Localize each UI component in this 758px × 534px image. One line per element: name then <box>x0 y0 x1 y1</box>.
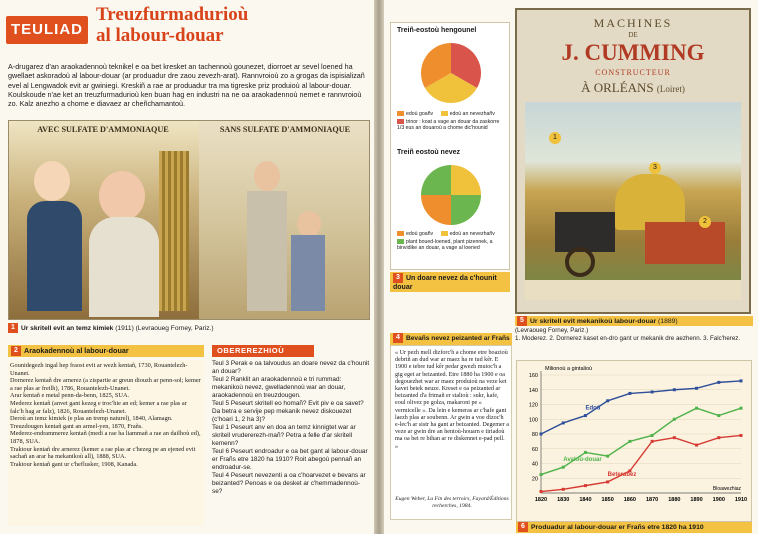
exercises-list <box>212 360 370 496</box>
y-tick-label: 140 <box>528 387 538 394</box>
y-tick-label: 20 <box>531 476 538 483</box>
doc2-header: 2 Araokadennoù al labour-douar <box>8 345 204 357</box>
legend-swatch <box>441 111 448 116</box>
y-tick-label: 160 <box>528 373 538 379</box>
pie2-slice-winter <box>421 195 451 225</box>
x-tick-label: 1890 <box>690 497 703 503</box>
list-item: Arar kentañ e metal penn-da-benn, 1825, SUA. <box>10 392 130 400</box>
poster-right-panel <box>199 121 370 320</box>
series-label: Beterabez <box>607 471 637 478</box>
list-item: Deroù an temz kimiek (e plas an tremp naturel), 1840, Alamagn. <box>10 415 173 423</box>
data-point <box>562 466 565 469</box>
poster-left-caption: AVEC SULFATE D'AMMONIAQUE <box>37 125 169 134</box>
poster-city: À ORLÉANS (Loiret) <box>581 80 685 95</box>
farmer-woman-body <box>89 217 159 317</box>
doc3-caption: 3 Un doare nevez da c'hounit douar <box>390 272 510 292</box>
section-tag: TEULIAD <box>6 16 88 44</box>
x-tick-label: 1880 <box>668 497 681 503</box>
y-axis-label: Milionoù a gintalioù <box>545 366 593 372</box>
y-tick-label: 80 <box>531 432 538 438</box>
boy-body <box>291 235 325 311</box>
thin-farmer-body <box>247 191 287 311</box>
doc4-text: « Ur pezh mell dizforc'h a chome etre boazioù debriñ an dud war ar maez ha re tud kêr. E 1900 e tebre tud kêr pedar gwezh muioc'h a gig eget ar beizanted. Etre 1880 ha 1900 e oa degouezhet war ar maez produioù na veze ket kavet betek neuze. Kreset e oa peizanted ar beizanted d'a frimañ er stalioù : sukr, kafe, eoul olivez pe golza, makaroni pe « vermicelle ». Da lein e kemeras ar c'hafe gant laezh plas ar soubenn. Ar gwin a voe dizoc'h e-lec'h ar sistr ha gant ar beizanted. Degemer a veze ar gwin dre an hentoù-houarn e tiriadoù ma oa bet re bihan ar re diskennet e-pad pell. » <box>395 350 509 450</box>
data-point <box>584 414 587 417</box>
poster-de: DE <box>628 31 638 39</box>
data-point <box>717 414 720 417</box>
series-line-edo- <box>541 381 741 434</box>
pie2-chart <box>419 163 483 227</box>
pie2-slice-spring <box>451 165 481 195</box>
data-point <box>606 399 609 402</box>
wheat-stalks <box>159 151 189 311</box>
data-point <box>673 418 676 421</box>
data-point <box>740 434 743 437</box>
poster-right-caption: SANS SULFATE D'AMMONIAQUE <box>219 125 351 134</box>
series-label: Avaloù-douar <box>563 457 602 464</box>
series-line-avalo-douar <box>541 405 741 474</box>
exercise-item: Teul 6 Peseurt endroadur e oa bet gant al labour-douar er Frañs etre 1820 ha 1910? Roit abegoù pennañ an endroadur-se. <box>212 448 368 471</box>
legend-swatch <box>397 239 404 244</box>
x-tick-label: 1900 <box>712 497 725 503</box>
data-point <box>651 440 654 443</box>
x-tick-label: 1820 <box>534 497 548 503</box>
list-item: Dornerez kentañ dre arnerez (a zispartie ar greun diouzh ar penn-sol; kemer a rae plas ar freilh), 1786, Rouantelezh-Unanet. <box>10 377 201 392</box>
doc6-caption: 6 Produadur al labour-douar er Frañs etre 1820 ha 1910 <box>516 522 752 533</box>
data-point <box>628 392 631 395</box>
pie2-title: Treiñ eostoù nevez <box>397 149 461 156</box>
legend-swatch <box>397 231 404 236</box>
list-item: Gounidegezh ingal hep fraost evit ar wezh kentañ, 1730, Rouantelezh-Unanet. <box>10 362 188 377</box>
data-point <box>673 436 676 439</box>
pie1-title: Treiñ-eostoù hengounel <box>397 27 477 34</box>
data-point <box>584 484 587 487</box>
data-point <box>695 387 698 390</box>
data-point <box>651 390 654 393</box>
steam-engine <box>555 212 615 252</box>
fertilizer-poster-image <box>8 120 370 320</box>
data-point <box>628 440 631 443</box>
doc4-quote <box>390 345 512 520</box>
doc5-source: (Levraoueg Forney, Pariz.) 1. Moderez. 2. Dornerez kaset en-dro gant ur mekanik dre aezhenn. 3. Falc'herez. <box>515 327 741 342</box>
y-tick-label: 120 <box>528 402 538 409</box>
x-tick-label: 1870 <box>645 497 659 503</box>
pie1-legend: edoù goañv edoù an nevezhañv trinor : koat a vage an douar da zaskorre 1/3 eus an douaroù a chome dic'hounid <box>397 111 500 131</box>
exercise-item: Teul 1 Peseurt anv en doa an temz kinnigtet war ar skritell vrudererezh-mañ? Petra a felle d'ar skritell kemenn? <box>212 424 356 447</box>
boy-head <box>297 211 321 237</box>
marker-2: 2 <box>699 216 711 228</box>
data-point <box>562 488 565 491</box>
pie1-chart <box>419 41 483 105</box>
production-chart <box>516 360 752 522</box>
data-point <box>540 473 543 476</box>
farmer-head <box>34 161 70 201</box>
exercise-item: Teul 5 Peseurt skritell eo homañ? Evit piv e oa savet? Da betra e servije pep mekanik nevez diskouezet (c'hoari 1, 2 ha 3)? <box>212 400 364 423</box>
y-tick-label: 100 <box>528 417 538 424</box>
doc1-caption: 1 Ur skritell evit an temz kimiek (1911) (Levraoueg Forney, Pariz.) <box>8 323 214 333</box>
legend-swatch <box>441 231 448 236</box>
data-point <box>606 480 609 483</box>
list-item: Treuzdougen kentañ gant an armel-yen, 1870, Frañs. <box>10 422 143 430</box>
crop-rotation-diagram <box>390 22 510 270</box>
data-point <box>673 388 676 391</box>
y-tick-label: 40 <box>531 461 538 468</box>
doc4-header: 4 Bevañs nevez peizanted ar Frañs <box>390 333 512 345</box>
exercise-item: Teul 4 Peseurt nevezenti a oa c'hoarvezet e bevans ar beizanted? Penoas e oa desket ar c'hemmadennoù-se? <box>212 472 366 495</box>
engine-wheel <box>565 247 595 277</box>
pie2-slice-fodder <box>451 195 481 225</box>
poster-machines: MACHINES <box>593 16 673 30</box>
poster-constructeur: CONSTRUCTEUR <box>595 68 671 77</box>
threshing-machine <box>645 222 725 264</box>
marker-3: 3 <box>649 162 661 174</box>
x-tick-label: 1840 <box>579 497 592 503</box>
farmer-woman-head <box>99 171 145 221</box>
x-tick-label: 1910 <box>734 497 748 503</box>
exercise-item: Teul 3 Perak e oa talvoudus an doare nevez da c'hounit an douar? <box>212 360 370 375</box>
book-gutter <box>374 0 384 534</box>
doc5-caption: 5 Ur skritell evit mekanikoù labour-douar (1889) <box>515 316 753 326</box>
intro-paragraph: Koulskoude n'ae ket an treuzfurmadurioù ken buan hag en industri na ne oa araokadennoù nemet e rannvroioù zo. Kalz anezho a chome e diavaez ar cheñchamantoù. <box>8 89 362 109</box>
poster-left-panel <box>9 121 199 320</box>
farm-scene <box>525 102 741 300</box>
data-point <box>540 490 543 493</box>
data-point <box>562 421 565 424</box>
intro-text <box>8 62 368 108</box>
series-label: Edoù <box>585 405 601 412</box>
data-point <box>717 436 720 439</box>
list-item: Mederez-endrammerez kentañ (medi a rae ha liammañ a rae an dailhoù ed), 1878, SUA. <box>10 430 201 445</box>
left-page <box>0 0 376 534</box>
x-tick-label: 1830 <box>557 497 570 503</box>
legend-swatch <box>397 111 404 116</box>
list-item: Traktour kentañ dre arnerez (kemer a rae plas ar c'hezeg pe an ejened evit sachañ an arar ha mekanikoù all), 1888, SUA. <box>10 445 196 461</box>
thin-farmer-head <box>254 161 280 191</box>
list-item: Traktour kentañ gant ur c'heflusker, 1908, Kanada. <box>10 460 138 468</box>
data-point <box>740 407 743 410</box>
page-title: Treuzfurmadurioù al labour-douar <box>96 4 249 46</box>
list-item: Mederez kentañ (anvet gant kezeg e troc'hie an ed; kemer a rae plas ar falc'h hag ar falz), 1826, Rouantelezh-Unanet. <box>10 399 187 415</box>
chart-source: Bloawezhiaz <box>712 486 741 492</box>
exercise-item: Teul 2 Ranklit an araokadennoù e tri rummad: mekanikoù nevez, gwelladennoù war an douar, araokadennoù en treuzdougen. <box>212 376 346 399</box>
data-point <box>695 444 698 447</box>
data-point <box>540 433 543 436</box>
data-point <box>717 381 720 384</box>
cumming-poster-image <box>515 8 751 314</box>
data-point <box>651 434 654 437</box>
line-chart <box>517 361 751 509</box>
x-tick-label: 1860 <box>623 497 637 503</box>
data-point <box>584 451 587 454</box>
poster-footer-band <box>525 280 741 300</box>
exercises-header: OBEREREZHIOÙ <box>212 345 314 357</box>
marker-1: 1 <box>549 132 561 144</box>
data-point <box>606 455 609 458</box>
data-point <box>695 407 698 410</box>
y-tick-label: 60 <box>531 446 538 453</box>
legend-swatch <box>397 119 404 124</box>
pie2-slice-fodder <box>421 165 451 195</box>
doc2-list <box>8 360 204 526</box>
pie2-legend: edoù goañv edoù an nevezhañv plant boued-loened, plant pizennek, a binvidike an douar, a vage al loened <box>397 231 495 251</box>
intro-paragraph: A-drugarez d'an araokadennoù teknikel e oa bet kresket an tachennoù gounezet, diorroet ar sevel loened ha gwellaet askoradoù al labour-douar (ar produadur dre zaou zevezh-arat). Rannvroioù zo a grogas da ispisializañ evel al Lengwadok evit ar gwiniegi. Kreskiñ a rae ar produadur tra ma tigreske priz produioù al labour-douar. <box>8 62 365 90</box>
data-point <box>740 379 743 382</box>
doc4-source: Eugen Weber, La Fin des terroirs, Fayard/Éditions recherches, 1984. <box>395 496 509 509</box>
poster-brand: J. CUMMING <box>561 40 705 65</box>
x-tick-label: 1850 <box>601 497 614 503</box>
farmer-body <box>27 201 82 311</box>
